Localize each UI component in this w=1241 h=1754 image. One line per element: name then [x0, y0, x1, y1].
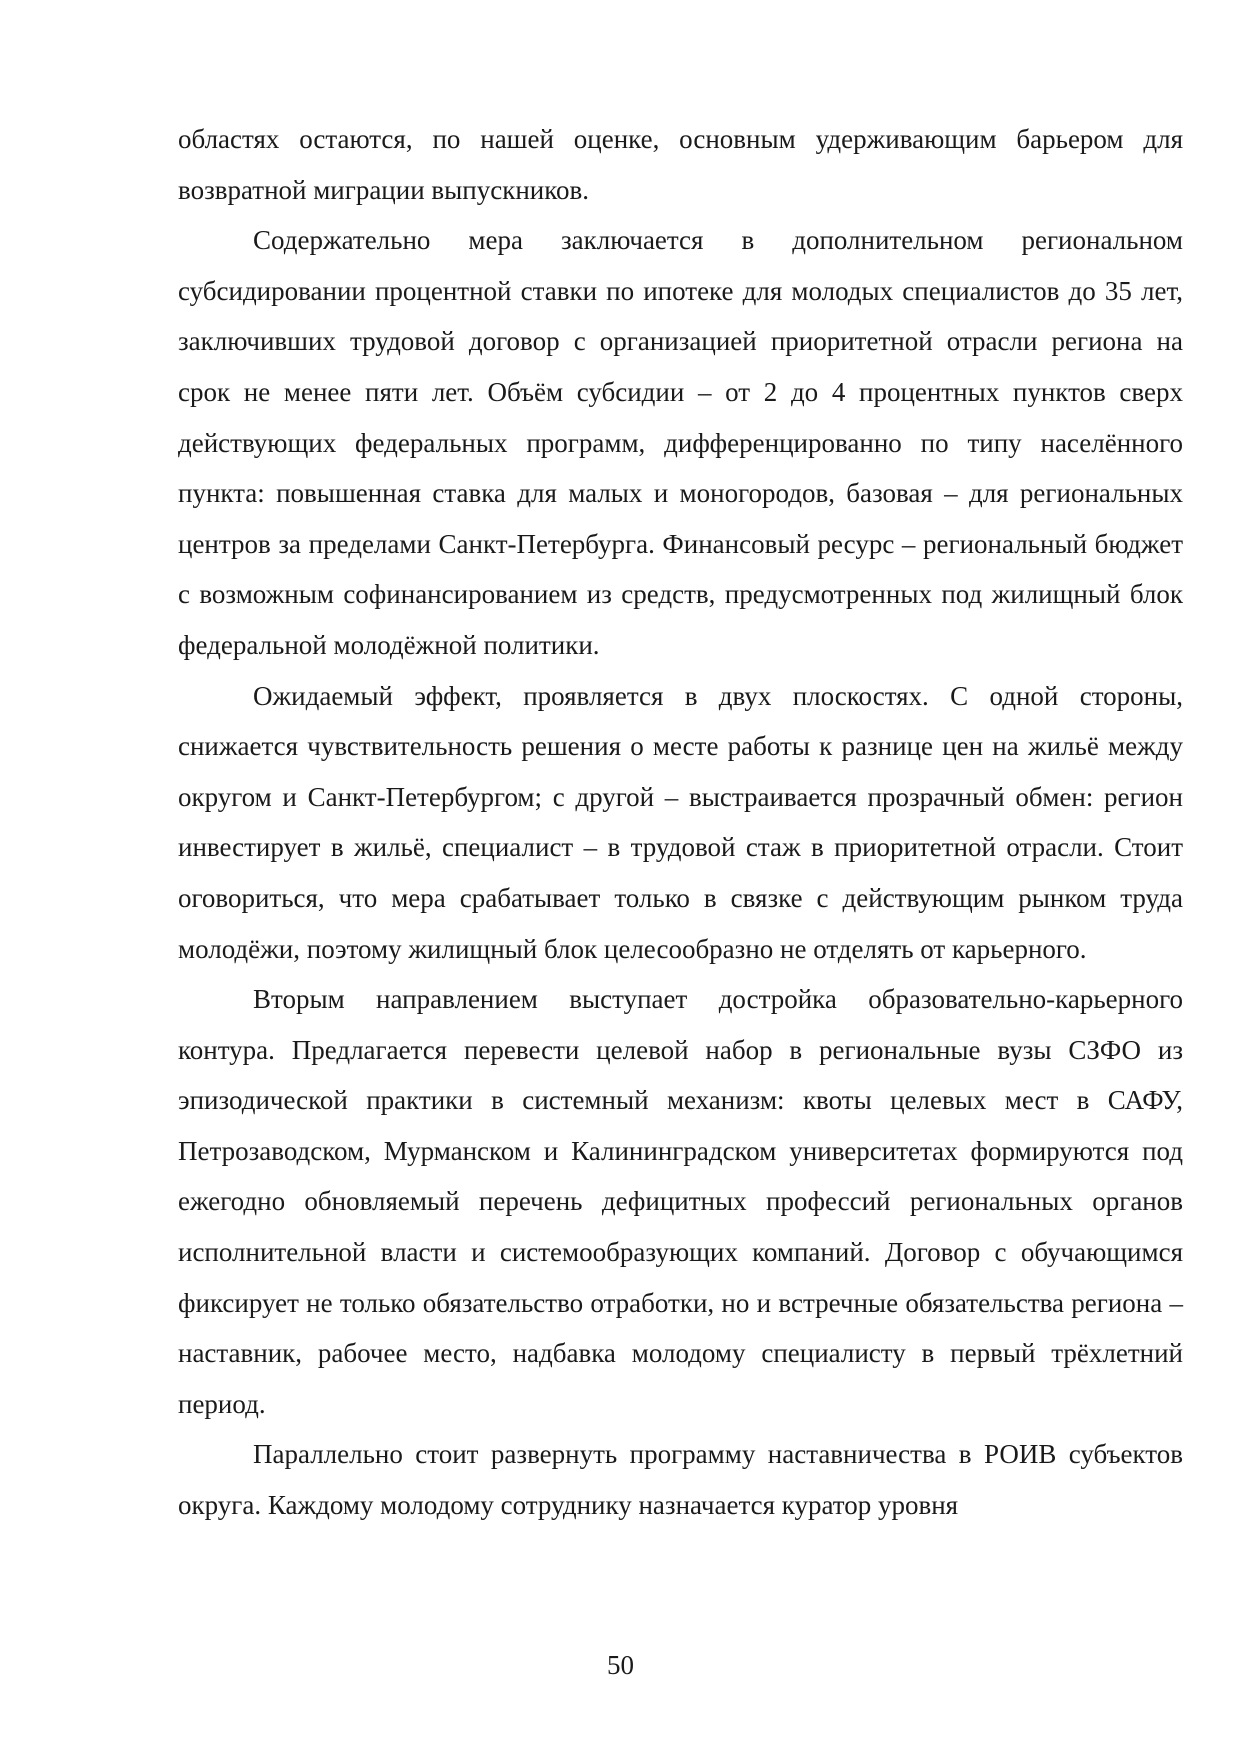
paragraph-1: областях остаются, по нашей оценке, основным удерживающим барьером для возвратной миграции выпускников. — [178, 124, 1183, 205]
paragraph-5: Параллельно стоит развернуть программу наставничества в РОИВ субъектов округа. Каждому молодому сотруднику назначается куратор уровня — [178, 1439, 1183, 1521]
page-number: 50 — [607, 1650, 634, 1680]
paragraph-4: Вторым направлением выступает достройка образовательно-карьерного контура. Предлагается перевести целевой набор в региональные вузы СЗФО из эпизодической практики в системный механизм: квоты целевых мест в САФУ, Петрозаводском, Мурманском и Калининградском университетах формируются под ежегодно обновляемый перечень дефицитных профессий региональных органов исполнительной власти и системообразующих компаний. Договор с обучающимся фиксирует не только обязательство отработки, но и встречные обязательства региона – наставник, рабочее место, надбавка молодому специалисту в первый трёхлетний период. — [178, 984, 1183, 1419]
paragraph-2: Содержательно мера заключается в дополнительном региональном субсидировании процентной ставки по ипотеке для молодых специалистов до 35 лет, заключивших трудовой договор с организацией приоритетной отрасли региона на срок не менее пяти лет. Объём субсидии – от 2 до 4 процентных пунктов сверх действующих федеральных программ, дифференцированно по типу населённого пункта: повышенная ставка для малых и моногородов, базовая – для региональных центров за пределами Санкт-Петербурга. Финансовый ресурс – региональный бюджет с возможным софинансированием из средств, предусмотренных под жилищный блок федеральной молодёжной политики. — [178, 225, 1183, 660]
paragraph-3: Ожидаемый эффект, проявляется в двух плоскостях. С одной стороны, снижается чувствительность решения о месте работы к разнице цен на жильё между округом и Санкт-Петербургом; с другой – выстраивается прозрачный обмен: регион инвестирует в жильё, специалист – в трудовой стаж в приоритетной отрасли. Стоит оговориться, что мера срабатывает только в связке с действующим рынком труда молодёжи, поэтому жилищный блок целесообразно не отделять от карьерного. — [178, 680, 1183, 964]
body-text — [178, 114, 1183, 1531]
